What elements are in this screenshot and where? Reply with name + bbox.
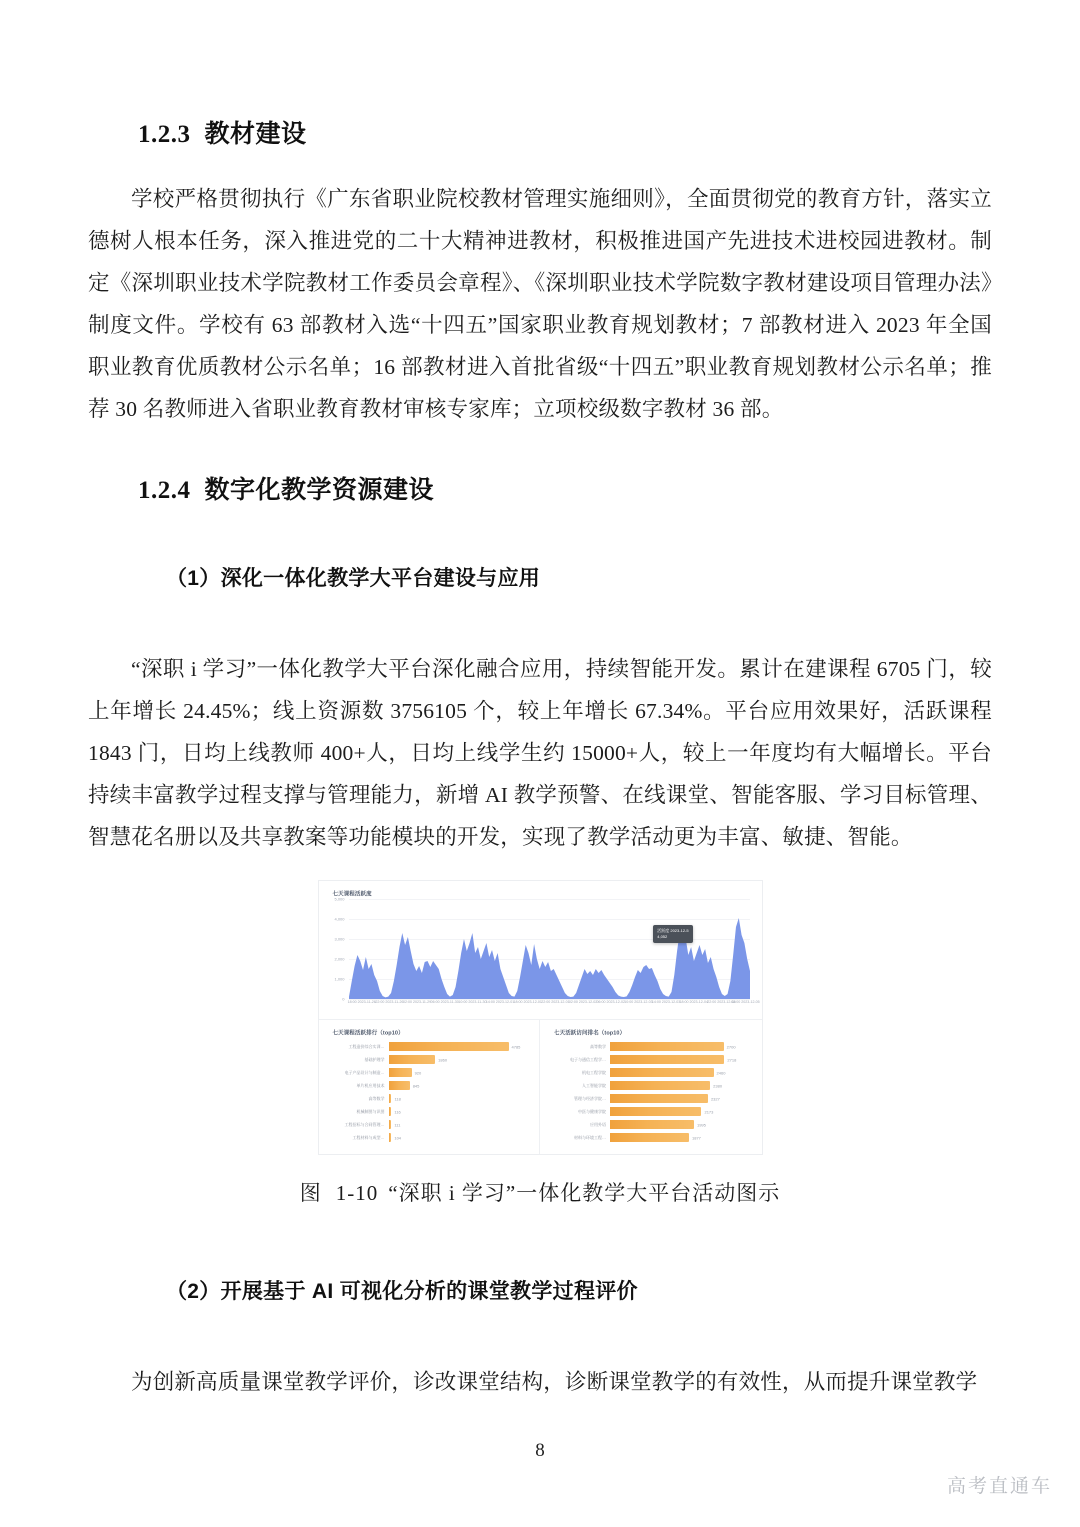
x-tick: 18:00 2023-12-01: [513, 1000, 542, 1004]
watermark: 高考直通车: [946, 1476, 1052, 1497]
bar-track: [389, 1068, 532, 1077]
bar: [610, 1120, 694, 1129]
area-chart-panel: [319, 881, 762, 1020]
bar-value-label: 1860: [438, 1057, 448, 1062]
x-tick: 02:00 2023-11-29: [403, 1000, 432, 1004]
subheading-1-platform: （1）深化一体化教学大平台建设与应用: [166, 567, 541, 590]
top-spacer-2: [88, 40, 992, 80]
bar-value-label: 1877: [692, 1135, 701, 1140]
bar-value-label: 2380: [713, 1083, 723, 1088]
bar-track: [610, 1107, 754, 1116]
y-tick: 4,000: [334, 916, 345, 922]
bar-row: [327, 1040, 532, 1053]
bar: [610, 1081, 710, 1090]
bar-value-label: 2700: [726, 1044, 736, 1049]
bar: [389, 1055, 436, 1064]
y-tick: 1,000: [334, 976, 345, 982]
bar-chart-right-rows: [548, 1040, 754, 1144]
bar-category-label: 基础护理学: [364, 1056, 385, 1062]
x-tick: 02:00 2023-12-05: [731, 1000, 760, 1004]
bar-track: [389, 1133, 532, 1142]
bar-category-label: 材料与环境工程…: [574, 1134, 606, 1140]
bar-category-label: 单片机应用技术: [356, 1082, 385, 1088]
bar-row: [548, 1105, 754, 1118]
y-tick: 2,000: [334, 956, 345, 962]
bar-row: [548, 1131, 754, 1144]
spacer-after-sub2-b: [88, 1345, 992, 1361]
spacer-after-sub2: [88, 1305, 992, 1345]
bar-track: [389, 1107, 532, 1116]
y-tick: 0: [342, 996, 345, 1002]
bar-value-label: 104: [394, 1135, 402, 1140]
bar-value-label: 116: [394, 1109, 401, 1114]
x-tick: 22:00 2023-12-01: [541, 1000, 570, 1004]
tooltip-value: 4,052: [657, 934, 668, 939]
area-chart-plot: [349, 899, 750, 999]
bar-track: [389, 1081, 532, 1090]
area-chart-y-axis: [327, 896, 347, 1002]
bar-row: [548, 1092, 754, 1105]
figure-caption: [88, 1177, 992, 1207]
bar: [389, 1042, 509, 1051]
bar-value-label: 920: [414, 1070, 422, 1075]
bar-chart-panel-right: [540, 1020, 762, 1154]
x-tick: 22:00 2023-11-26: [375, 1000, 404, 1004]
heading-1-2-3: [88, 114, 992, 150]
heading-1-2-4: [88, 470, 992, 506]
bar: [389, 1081, 410, 1090]
spacer-after-figure: [88, 1155, 992, 1177]
bar-row: [327, 1131, 532, 1144]
x-tick: 14:00 2023-12-01: [485, 1000, 515, 1004]
paragraph-platform: “深职 i 学习”一体化教学大平台深化融合应用，持续智能开发。累计在建课程 6705 门，较上年增长 24.45%；线上资源数 3756105 个，较上年增长 67.34%。平台应用效果好，活跃课程 1843 门，日均上线教师 400+人，日均上线学生约 15000+人，较上一年度均有大幅增长。平台持续丰富教学过程支撑与管理能力，新增 AI 教学预警、在线课堂、智能客服、学习目标管理、智慧花名册以及共享教案等功能模块的开发，实现了教学活动更为丰富、敏捷、智能。: [88, 657, 992, 849]
x-tick: 02:00 2023-12-02: [568, 1000, 598, 1004]
bar: [389, 1094, 392, 1103]
bar-track: [389, 1120, 532, 1129]
bar-track: [610, 1094, 754, 1103]
spacer-after-sub1: [88, 592, 992, 632]
area-series-svg: [349, 899, 750, 999]
spacer-before-figure: [88, 858, 992, 880]
bar: [610, 1055, 724, 1064]
bar-category-label: 管理与经济学院…: [574, 1095, 606, 1101]
x-tick: 10:00 2023-11-30: [458, 1000, 487, 1004]
bar-category-label: 高等数学: [368, 1095, 385, 1101]
spacer-before-sub2-b: [88, 1247, 992, 1275]
bar-value-label: 4785: [511, 1044, 521, 1049]
bar-category-label: 工程招标与合同管理…: [344, 1121, 385, 1127]
bar-category-label: 电子与通信工程学…: [570, 1056, 606, 1062]
bar: [389, 1133, 392, 1142]
paragraph-ai-evaluation: 为创新高质量课堂教学评价，诊改课堂结构，诊断课堂教学的有效性，从而提升课堂教学: [131, 1370, 978, 1394]
bar-track: [389, 1055, 532, 1064]
heading-1-2-3-title: 教材建设: [204, 120, 307, 148]
bar-category-label: 工程造价综合实训…: [348, 1043, 385, 1049]
bar-row: [327, 1118, 532, 1131]
heading-1-2-4-title: 数字化教学资源建设: [204, 476, 435, 504]
bar-track: [610, 1133, 754, 1142]
bar-chart-right-title: 七天活跃访问排名（top10）: [554, 1030, 626, 1037]
bar-value-label: 2327: [710, 1096, 720, 1101]
bar-row: [327, 1092, 532, 1105]
figure-caption-text: “深职 i 学习”一体化教学大平台活动图示: [388, 1181, 781, 1205]
spacer-before-sub2: [88, 1207, 992, 1247]
bar-category-label: 电子产品设计与制造…: [344, 1069, 385, 1075]
bar-value-label: 845: [412, 1083, 420, 1088]
bar-row: [327, 1066, 532, 1079]
tooltip-label: 活跃度 2023-12-5: [657, 928, 689, 933]
bar-row: [327, 1053, 532, 1066]
spacer-after-h124: [88, 506, 992, 546]
x-tick: 18:00 2023-11-26: [347, 1000, 376, 1004]
x-tick: 10:00 2023-12-03: [624, 1000, 653, 1004]
bar-category-label: 应用外语: [590, 1121, 606, 1127]
bar-value-label: 2173: [704, 1109, 714, 1114]
bar: [610, 1068, 714, 1077]
bar-charts-row: [319, 1020, 762, 1154]
spacer-before-h124: [88, 430, 992, 470]
figure-wrapper: [88, 880, 992, 1155]
heading-1-2-4-number: 1.2.4: [138, 477, 191, 504]
x-tick: 18:00 2023-12-04: [679, 1000, 708, 1004]
bar: [610, 1107, 701, 1116]
bar-value-label: 118: [394, 1096, 401, 1101]
platform-dashboard-figure: [318, 880, 763, 1155]
bar-category-label: 机电工程学院: [582, 1069, 606, 1075]
bar-category-label: 人工智能学院: [582, 1082, 606, 1088]
bar-track: [610, 1081, 754, 1090]
bar-category-label: 中医与健康学院: [578, 1108, 606, 1114]
spacer-after-sub1-b: [88, 632, 992, 648]
bar: [389, 1068, 412, 1077]
y-tick: 5,000: [334, 896, 345, 902]
bar-value-label: 111: [394, 1122, 401, 1127]
chart-tooltip: [653, 925, 692, 943]
bar-row: [548, 1053, 754, 1066]
area-chart-title: 七天课程活跃度: [332, 891, 372, 898]
bar-chart-panel-left: [319, 1020, 541, 1154]
spacer-after-h123: [88, 150, 992, 178]
bar-category-label: 工程材料与成型…: [352, 1134, 385, 1140]
bar-track: [610, 1068, 754, 1077]
bar-row: [548, 1066, 754, 1079]
bar-row: [327, 1079, 532, 1092]
bar-track: [610, 1042, 754, 1051]
bar: [610, 1042, 724, 1051]
y-tick: 3,000: [334, 936, 345, 942]
bar-category-label: 高等数学: [590, 1043, 606, 1049]
bar-row: [548, 1118, 754, 1131]
bar: [610, 1094, 708, 1103]
bar-row: [548, 1079, 754, 1092]
bar: [389, 1107, 392, 1116]
paragraph-textbook-construction: 学校严格贯彻执行《广东省职业院校教材管理实施细则》，全面贯彻党的教育方针，落实立德树人根本任务，深入推进党的二十大精神进教材，积极推进国产先进技术进校园进教材。制定《深圳职业技术学院教材工作委员会章程》、《深圳职业技术学院数字教材建设项目管理办法》制度文件。学校有 63 部教材入选“十四五”国家职业教育规划教材；7 部教材进入 2023 年全国职业教育优质教材公示名单；16 部教材进入首批省级“十四五”职业教育规划教材公示名单；推荐 30 名教师进入省职业教育教材审核专家库；立项校级数字教材 36 部。: [88, 187, 992, 421]
bar-track: [389, 1094, 532, 1103]
page-number: 8: [535, 1440, 545, 1461]
bar-chart-left-title: 七天课程活跃排行（top10）: [332, 1030, 404, 1037]
x-tick: 22:00 2023-12-04: [707, 1000, 736, 1004]
bar-value-label: 1995: [696, 1122, 706, 1127]
x-tick: 06:00 2023-12-02: [596, 1000, 625, 1004]
bar-value-label: 2460: [716, 1070, 726, 1075]
bar-chart-left-rows: [327, 1040, 532, 1144]
bar-category-label: 机械制图与识图: [356, 1108, 385, 1114]
top-spacer-3: [88, 80, 992, 114]
bar: [610, 1133, 689, 1142]
heading-1-2-3-number: 1.2.3: [138, 121, 191, 148]
bar-track: [610, 1055, 754, 1064]
bar-value-label: 2718: [727, 1057, 737, 1062]
bar-track: [389, 1042, 532, 1051]
page-content: [88, 0, 992, 1403]
spacer-after-h124-b: [88, 546, 992, 562]
area-chart-x-axis: [347, 999, 760, 1017]
bar-row: [327, 1105, 532, 1118]
bar-track: [610, 1120, 754, 1129]
x-tick: 06:00 2023-11-30: [430, 1000, 459, 1004]
figure-caption-prefix: 图: [299, 1181, 322, 1205]
subheading-2-ai-evaluation: （2）开展基于 AI 可视化分析的课堂教学过程评价: [166, 1280, 638, 1303]
top-spacer: [88, 0, 992, 40]
bar: [389, 1120, 392, 1129]
x-tick: 14:00 2023-12-03: [651, 1000, 681, 1004]
bar-row: [548, 1040, 754, 1053]
figure-caption-number: 1-10: [335, 1181, 379, 1205]
